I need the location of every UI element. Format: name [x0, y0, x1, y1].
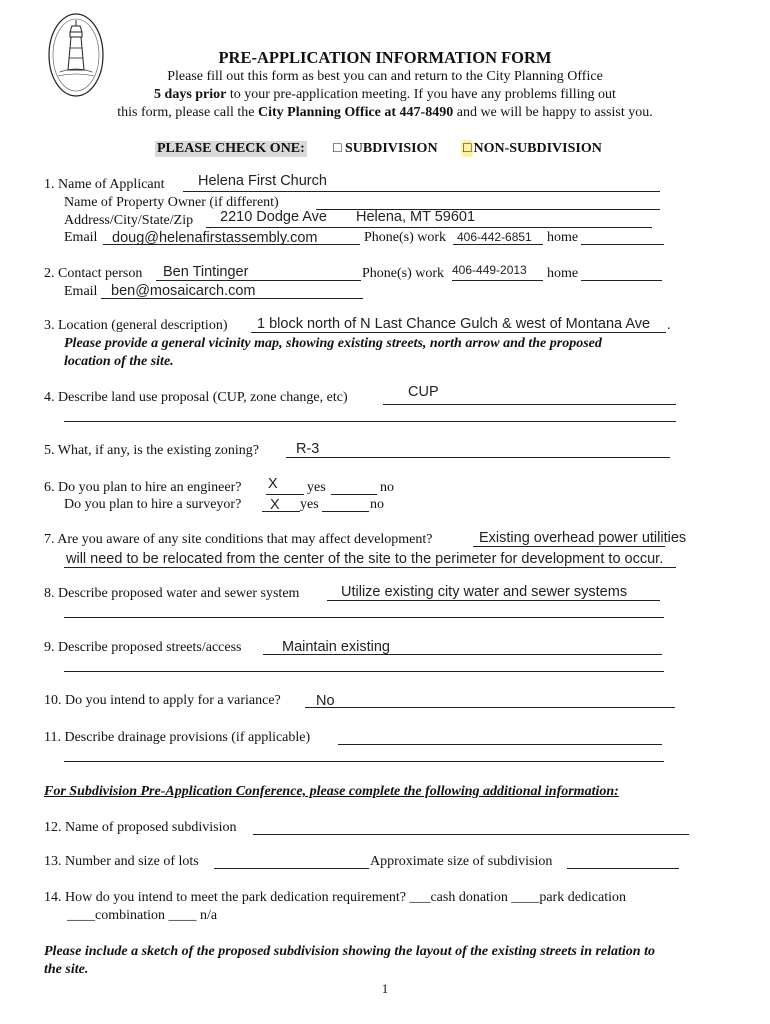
q7-value-line-2[interactable]: will need to be relocated from the center of the site to the perimeter for development to occur.: [66, 551, 664, 567]
q6-surveyor-yes-line[interactable]: [262, 511, 300, 512]
q1-applicant-line[interactable]: [183, 191, 660, 192]
q6-engineer-no: no: [380, 480, 394, 495]
subdivision-option[interactable]: [333, 141, 438, 157]
q2-email-label: Email: [64, 284, 98, 299]
q1-owner-label: Name of Property Owner (if different): [64, 195, 279, 210]
subdivision-checkbox[interactable]: □: [333, 141, 342, 156]
q1-applicant-label: 1. Name of Applicant: [44, 177, 165, 192]
q4-line-1[interactable]: [383, 404, 676, 405]
q7-value-line-1[interactable]: Existing overhead power utilities: [479, 530, 687, 546]
q3-location-label: 3. Location (general description): [44, 318, 228, 333]
q13-label: 13. Number and size of lots: [44, 854, 199, 869]
q4-value[interactable]: CUP: [408, 384, 439, 400]
intro-line-3-a: this form, please call the: [117, 105, 259, 120]
q13-lots-line[interactable]: [214, 868, 369, 869]
q6-engineer-yes: yes: [307, 480, 326, 495]
q3-location-value[interactable]: 1 block north of N Last Chance Gulch & west of Montana Ave: [257, 316, 651, 332]
q2-contact-value[interactable]: Ben Tintinger: [163, 264, 249, 280]
q3-period: .: [667, 318, 671, 333]
q7-line-2[interactable]: [64, 567, 676, 568]
q11-line-2[interactable]: [64, 761, 664, 762]
subdivision-label: SUBDIVISION: [344, 141, 438, 156]
q9-value[interactable]: Maintain existing: [282, 639, 390, 655]
q6-surveyor-no-line[interactable]: [322, 511, 369, 512]
intro-line-2-rest: to your pre-application meeting. If you have any problems filling out: [226, 87, 616, 102]
non-subdivision-option[interactable]: [461, 141, 602, 157]
q5-line[interactable]: [286, 457, 670, 458]
q10-label: 10. Do you intend to apply for a variance?: [44, 693, 281, 708]
q2-phone-work-label: Phone(s) work: [362, 266, 445, 281]
q14-line-1: 14. How do you intend to meet the park dedication requirement? ___cash donation ____park dedication: [44, 890, 627, 905]
q1-phone-work-value[interactable]: 406-442-6851: [457, 230, 532, 244]
q2-email-value[interactable]: ben@mosaicarch.com: [111, 283, 256, 299]
q1-address-label: Address/City/State/Zip: [64, 213, 194, 228]
non-subdivision-label: NON-SUBDIVISION: [473, 141, 602, 156]
intro-line-1: Please fill out this form as best you can and return to the City Planning Office: [167, 69, 603, 84]
footer-note-line-1: Please include a sketch of the proposed subdivision showing the layout of the existing streets in relation to: [44, 944, 655, 959]
q3-note-line-1: Please provide a general vicinity map, showing existing streets, north arrow and the proposed: [64, 336, 602, 351]
q6-surveyor-no: no: [370, 497, 384, 512]
q8-line-1[interactable]: [327, 600, 660, 601]
q13-label-2: Approximate size of subdivision: [370, 854, 553, 869]
q5-label: 5. What, if any, is the existing zoning?: [44, 443, 260, 458]
q11-line-1[interactable]: [338, 744, 662, 745]
subdivision-section-heading: For Subdivision Pre-Application Conference, please complete the following additional information:: [44, 784, 619, 799]
intro-bold-5-days: 5 days prior: [154, 87, 227, 102]
q2-home-label: home: [547, 266, 579, 281]
q8-label: 8. Describe proposed water and sewer system: [44, 586, 300, 601]
q3-note-line-2: location of the site.: [64, 354, 174, 369]
q1-address-line[interactable]: [206, 227, 652, 228]
intro-phone-bold: City Planning Office at 447-8490: [258, 105, 454, 120]
non-subdivision-checkbox[interactable]: □: [463, 141, 472, 156]
q10-line[interactable]: [305, 707, 675, 708]
q6-surveyor-yes: yes: [300, 497, 319, 512]
q8-line-2[interactable]: [64, 617, 664, 618]
q1-home-line[interactable]: [581, 244, 664, 245]
q6-engineer-no-line[interactable]: [331, 494, 377, 495]
q1-home-label: home: [547, 230, 579, 245]
q4-line-2[interactable]: [64, 421, 676, 422]
q11-label: 11. Describe drainage provisions (if applicable): [44, 730, 311, 745]
please-check-one-label: PLEASE CHECK ONE:: [157, 141, 305, 156]
q5-value[interactable]: R-3: [296, 441, 320, 457]
q1-email-label: Email: [64, 230, 98, 245]
q12-label: 12. Name of proposed subdivision: [44, 820, 237, 835]
q13-size-line[interactable]: [567, 868, 679, 869]
intro-line-3: [0, 105, 770, 121]
q14-line-2: ____combination ____ n/a: [67, 908, 218, 923]
page-number: 1: [381, 981, 389, 996]
q6-engineer-yes-line[interactable]: [266, 494, 304, 495]
q2-home-line[interactable]: [581, 280, 662, 281]
q9-label: 9. Describe proposed streets/access: [44, 640, 242, 655]
q4-label: 4. Describe land use proposal (CUP, zone change, etc): [44, 390, 348, 405]
q12-line[interactable]: [253, 834, 689, 835]
q6-engineer-mark[interactable]: X: [268, 476, 278, 492]
q6-surveyor-mark[interactable]: X: [270, 497, 280, 513]
q7-label: 7. Are you aware of any site conditions that may affect development?: [44, 532, 433, 547]
q8-value[interactable]: Utilize existing city water and sewer systems: [341, 584, 628, 600]
q2-contact-label: 2. Contact person: [44, 266, 143, 281]
footer-note-line-2: the site.: [44, 962, 89, 977]
intro-line-3-c: and we will be happy to assist you.: [453, 105, 653, 120]
intro-line-2: [0, 87, 770, 103]
q1-applicant-value[interactable]: Helena First Church: [198, 173, 327, 189]
q2-phone-work-value[interactable]: 406-449-2013: [452, 263, 527, 277]
q10-value[interactable]: No: [316, 693, 335, 709]
q9-line-2[interactable]: [64, 671, 664, 672]
q1-phone-work-label: Phone(s) work: [364, 230, 447, 245]
q1-address-city[interactable]: Helena, MT 59601: [356, 209, 476, 225]
q6-surveyor-label: Do you plan to hire a surveyor?: [64, 497, 242, 512]
q3-location-line[interactable]: [251, 332, 666, 333]
q1-email-value[interactable]: doug@helenafirstassembly.com: [112, 230, 318, 246]
q2-contact-line[interactable]: [156, 280, 361, 281]
q6-engineer-label: 6. Do you plan to hire an engineer?: [44, 480, 242, 495]
q7-line-1[interactable]: [473, 546, 665, 547]
q1-phone-work-line[interactable]: [453, 244, 543, 245]
form-title: PRE-APPLICATION INFORMATION FORM: [218, 48, 552, 67]
q1-address-street[interactable]: 2210 Dodge Ave: [220, 209, 327, 225]
q2-phone-work-line[interactable]: [452, 280, 543, 281]
